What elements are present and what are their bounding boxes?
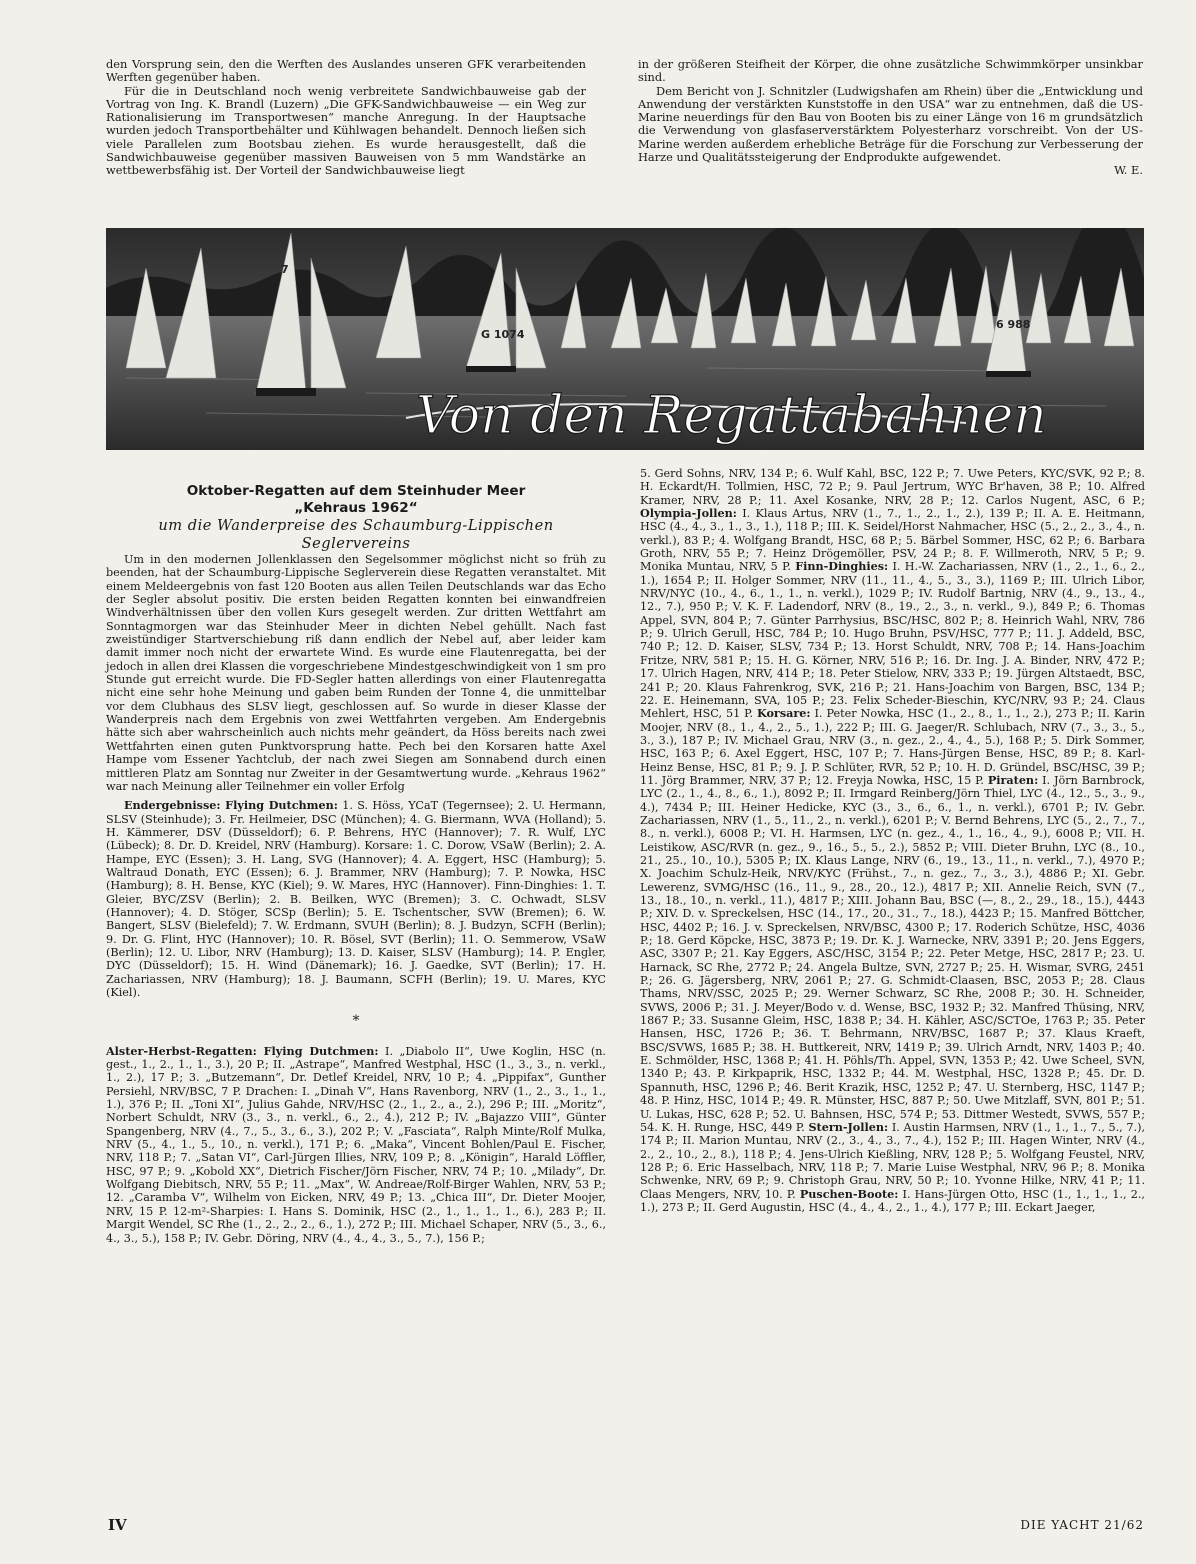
alster-paragraph	[106, 1045, 606, 1245]
alster-label: Alster-Herbst-Regatten: Flying Dutchmen:	[106, 1043, 379, 1058]
page-number: IV	[108, 1516, 127, 1534]
banner-title: Von den Regattabahnen	[416, 386, 1047, 446]
article-body: Um in den modernen Jollenklassen den Segelsommer möglichst nicht so früh zu beenden, hat der Schaumburg-Lippische Seglerverein diese Regatten veranstaltet. Mit einem Meldeergebnis von fast 120 Booten aus allen Teilen Deutschlands war das Echo der Segler absolut positiv. Die ersten beiden Regatten konnten bei einwandfreien Windverhältnissen über den vollen Kurs gesegelt werden. Zur dritten Wettfahrt am Sonntagmorgen war das Steinhuder Meer in dichten Nebel gehüllt. Nach fast zweistündiger Startverschiebung riß dann endlich der Nebel auf, aber leider kam damit immer noch nicht der erwartete Wind. Es wurde eine Flautenregatta, bei der jedoch in allen drei Klassen die vorgeschriebene Mindestgeschwindigkeit von 1 sm pro Stunde gut erreicht wurde. Die FD-Segler hatten allerdings von einer Flautenregatta nicht eine sehr hohe Meinung und gaben beim Runden der Tonne 4, die unmittelbar vor dem Clubhaus des SLSV liegt, geschlossen auf. So wurde in dieser Klasse der Wanderpreis nach dem Ergebnis von zwei Wettfahrten vergeben. Am Endergebnis hätte sich aber wahrscheinlich auch nichts mehr geändert, da Höss bereits nach zwei Wettfahrten einen guten Punktvorsprung hatte. Pech bei den Korsaren hatte Axel Hampe vom Essener Yachtclub, der nach zwei Siegen am Sonnabend durch einen mittleren Platz am Sonntag nur Zweiter in der Gesamtwertung wurde. „Kehraus 1962“ war nach Meinung aller Teilnehmer ein voller Erfolg	[106, 553, 606, 793]
puschen-label: Puschen-Boote:	[799, 1186, 899, 1201]
results-paragraph	[106, 799, 606, 999]
intro-left-column	[106, 58, 586, 178]
article-subtitle: um die Wanderpreise des Schaumburg-Lippischen Seglervereins	[158, 517, 554, 552]
sail-number-1: 7	[281, 263, 289, 276]
intro-left-paragraph-2: Für die in Deutschland noch wenig verbreitete Sandwichbauweise gab der Vortrag von Ing. K. Brandl (Luzern) „Die GFK-Sandwichbauweise — ein Weg zur Rationalisierung im Transportwesen“ manche Anregung. In der Hauptsache wurden jedoch Transportbehälter und Kühlwagen behandelt. Dennoch ließen sich viele Parallelen zum Bootsbau ziehen. Es wurde herausgestellt, daß die Sandwichbauweise gegenüber massiven Bauweisen von 5 mm Wandstärke an wettbewerbsfähig ist. Der Vorteil der Sandwichbauweise liegt	[106, 83, 586, 178]
regatta-banner-photo	[106, 228, 1144, 450]
article-right-column	[640, 467, 1145, 1214]
finn-label: Finn-Dinghies:	[795, 559, 889, 574]
intro-right-paragraph-1: in der größeren Steifheit der Körper, die ohne zusätzliche Schwimmkörper unsinkbar sind.	[638, 57, 1143, 85]
results-segment-3: I. H.-W. Zachariassen, NRV (1., 2., 1., 6., 2., 1.), 1654 P.; II. Holger Sommer, NRV (11., 11., 4., 5., 3., 3.), 1169 P.; III. Ulrich Libor, NRV/NYC (10., 4., 6., 1., 1., n. verkl.), 1029 P.; IV. Rudolf Bartnig, NRV (4., 9., 13., 4., 12., 7.), 950 P.; V. K. F. Ladendorf, NRV (8., 19., 2., 3., n. verkl., 9.), 849 P.; 6. Thomas Appel, SVN, 804 P.; 7. Günter Parrhysius, BSC/HSC, 802 P.; 8. Heinrich Wahl, NRV, 786 P.; 9. Ulrich Gerull, HSC, 784 P.; 10. Hugo Bruhn, PSV/HSC, 777 P.; 11. J. Addeld, BSC, 740 P.; 12. D. Kaiser, SLSV, 734 P.; 13. Horst Schuldt, NRV, 708 P.; 14. Hans-Joachim Fritze, NRV, 581 P.; 15. H. G. Körner, NRV, 516 P.; 16. Dr. Ing. J. A. Binder, NRV, 472 P.; 17. Ulrich Hagen, NRV, 414 P.; 18. Peter Stielow, NRV, 333 P.; 19. Jürgen Altstaedt, BSC, 241 P.; 20. Klaus Fahrenkrog, SVK, 216 P.; 21. Hans-Joachim von Bargen, BSC, 134 P.; 22. E. Heinemann, SVA, 105 P.; 23. Felix Scheder-Bieschin, KYC/NRV, 93 P.; 24. Claus Mehlert, HSC, 51 P.	[640, 560, 1145, 721]
intro-right-column	[638, 58, 1143, 178]
alster-text: I. „Diabolo II“, Uwe Koglin, HSC (n. gest., 1., 2., 1., 1., 3.), 20 P.; II. „Astrape“, Manfred Westphal, HSC (1., 3., 3., n. verkl., 1., 2.), 17 P.; 3. „Butzemann“, Dr. Detlef Kreidel, NRV, 10 P.; 4. „Pippifax“, Gunther Persiehl, NRV/BSC, 7 P. Drachen: I. „Dinah V“, Hans Ravenborg, NRV (1., 2., 3., 1., 1., 1.), 376 P.; II. „Toni XI“, Julius Gahde, NRV/HSC (2., 1., 2., a., 2.), 296 P.; III. „Moritz“, Norbert Schuldt, NRV (3., 3., n. verkl., 6., 2., 4.), 212 P.; IV. „Bajazzo VIII“, Günter Spangenberg, NRV (4., 7., 5., 3., 6., 3.), 202 P.; V. „Fasciata“, Ralph Minte/Rolf Mulka, NRV (5., 4., 1., 5., 10., n. verkl.), 171 P.; 6. „Maka“, Vincent Bohlen/Paul E. Fischer, NRV, 118 P.; 7. „Satan VI“, Carl-Jürgen Illies, NRV, 109 P.; 8. „Königin“, Harald Löffler, HSC, 97 P.; 9. „Kobold XX“, Dietrich Fischer/Jörn Fischer, NRV, 74 P.; 10. „Milady“, Dr. Wolfgang Diebitsch, NRV, 55 P.; 11. „Max“, W. Andreae/Rolf-Birger Wahlen, NRV, 53 P.; 12. „Caramba V“, Wilhelm von Eicken, NRV, 49 P.; 13. „Chica III“, Dr. Dieter Moojer, NRV, 15 P. 12-m²-Sharpies: I. Hans S. Dominik, HSC (2., 1., 1., 1., 1., 6.), 283 P.; II. Margit Wendel, SC Rhe (1., 2., 2., 2., 6., 1.), 272 P.; III. Michael Schaper, NRV (5., 3., 6., 4., 3., 5.), 158 P.; IV. Gebr. Döring, NRV (4., 4., 4., 3., 5., 7.), 156 P.;	[106, 1044, 606, 1245]
sail-number-2: G 1074	[481, 328, 525, 341]
results-segment-7: I. Hans-Jürgen Otto, HSC (1., 1., 1., 1., 2., 1.), 273 P.; II. Gerd Augustin, HSC (4., 4., 4., 2., 1., 4.), 177 P.; III. Eckart Jaeger,	[640, 1187, 1145, 1214]
results-continued	[640, 467, 1145, 1214]
results-segment-2: I. Klaus Artus, NRV (1., 7., 1., 2., 1., 2.), 139 P.; II. A. E. Heitmann, HSC (4., 4., 3., 1., 3., 1.), 118 P.; III. K. Seidel/Horst Nahmacher, HSC (5., 2., 2., 3., 4., n. verkl.), 83 P.; 4. Wolfgang Brandt, HSC, 68 P.; 5. Bärbel Sommer, HSC, 62 P.; 6. Barbara Groth, NRV, 55 P.; 7. Heinz Drögemöller, PSV, 24 P.; 8. F. Willmeroth, NRV, 5 P.; 9. Monika Muntau, NRV, 5 P.	[640, 507, 1145, 574]
article-headline: Oktober-Regatten auf dem Steinhuder Meer	[186, 483, 526, 499]
olympia-label: Olympia-Jollen:	[640, 506, 737, 521]
results-text: 1. S. Höss, YCaT (Tegernsee); 2. U. Hermann, SLSV (Steinhude); 3. Fr. Heilmeier, DSC (München); 4. G. Biermann, WVA (Holland); 5. H. Kämmerer, DSV (Düsseldorf); 6. P. Behrens, HYC (Hannover); 7. R. Wulf, LYC (Lübeck); 8. Dr. D. Kreidel, NRV (Hamburg). Korsare: 1. C. Dorow, VSaW (Berlin); 2. A. Hampe, EYC (Essen); 3. H. Lang, SVG (Hannover); 4. A. Eggert, HSC (Hamburg); 5. Waltraud Donath, EYC (Essen); 6. J. Brammer, NRV (Hamburg); 7. P. Nowka, HSC (Hamburg); 8. H. Bense, KYC (Kiel); 9. W. Mares, HYC (Hannover). Finn-Dinghies: 1. T. Gleier, BYC/ZSV (Berlin); 2. B. Beilken, WYC (Bremen); 3. C. Ochwadt, SLSV (Hannover); 4. D. Stöger, SCSp (Berlin); 5. E. Tschentscher, SVW (Bremen); 6. W. Bangert, SLSV (Bielefeld); 7. W. Erdmann, SVUH (Berlin); 8. J. Budzyn, SCFH (Berlin); 9. Dr. G. Flint, HYC (Hannover); 10. R. Bösel, SVT (Berlin); 11. O. Semmerow, VSaW (Berlin); 12. U. Libor, NRV (Hamburg); 13. D. Kaiser, SLSV (Hamburg); 14. P. Engler, DYC (Düsseldorf); 15. H. Wind (Dänemark); 16. J. Gaedke, SVT (Berlin); 17. H. Zachariassen, NRV (Hamburg); 18. J. Baumann, SCFH (Berlin); 19. U. Mares, KYC (Kiel).	[106, 799, 606, 999]
section-separator: *	[352, 1013, 360, 1030]
results-segment-6: I. Austin Harmsen, NRV (1., 1., 1., 7., 5., 7.), 174 P.; II. Marion Muntau, NRV (2., 3., 4., 3., 7., 4.), 152 P.; III. Hagen Winter, NRV (4., 2., 2., 10., 2., 8.), 118 P.; 4. Jens-Ulrich Kießling, NRV, 128 P.; 5. Wolfgang Feustel, NRV, 128 P.; 6. Eric Hasselbach, NRV, 118 P.; 7. Marie Luise Westphal, NRV, 96 P.; 8. Monika Schwenke, NRV, 69 P.; 9. Christoph Grau, NRV, 50 P.; 10. Yvonne Hilke, NRV, 41 P.; 11. Claas Mengers, NRV, 10. P.	[640, 1120, 1146, 1201]
korsare-label: Korsare:	[756, 706, 811, 721]
stern-label: Stern-Jollen:	[808, 1119, 889, 1134]
results-segment-1: 5. Gerd Sohns, NRV, 134 P.; 6. Wulf Kahl, BSC, 122 P.; 7. Uwe Peters, KYC/SVK, 92 P.; 8. H. Eckardt/H. Tollmien, HSC, 72 P.; 9. Paul Jertrum, WYC Br'haven, 38 P.; 10. Alfred Kramer, NRV, 28 P.; 11. Axel Kosanke, NRV, 28 P.; 12. Carlos Nugent, ASC, 6 P.;	[640, 467, 1145, 507]
magazine-issue: DIE YACHT 21/62	[1020, 1518, 1144, 1532]
sail-number-3: 6 988	[996, 318, 1031, 331]
article-headline-title: „Kehraus 1962“	[294, 500, 418, 516]
results-segment-5: I. Jörn Barnbrock, LYC (2., 1., 4., 8., 6., 1.), 8092 P.; II. Irmgard Reinberg/Jörn Thiel, LYC (4., 12., 5., 3., 9., 4.), 7434 P.; III. Heiner Hedicke, KYC (3., 3., 6., 6., 1., n. verkl.), 6701 P.; IV. Gebr. Zachariassen, NRV (1., 5., 11., 2., n. verkl.), 6201 P.; V. Bernd Behrens, LYC (5., 2., 7., 7., 8., n. verkl.), 6008 P.; VI. H. Harmsen, LYC (n. gez., 4., 1., 16., 4., 9.), 6008 P.; VII. H. Leistikow, ASC/RVR (n. gez., 9., 16., 5., 5., 2.), 5852 P.; VIII. Dieter Bruhn, LYC (8., 10., 21., 25., 10., 10.), 5305 P.; IX. Klaus Lange, NRV (6., 19., 13., 11., n. verkl., 7.), 4970 P.; X. Joachim Schulz-Heik, NRV/KYC (Frühst., 7., n. gez., 7., 3., 3.), 4886 P.; XI. Gebr. Lewerenz, SVMG/HSC (16., 11., 9., 28., 20., 12.), 4817 P.; XII. Annelie Reich, SVN (7., 13., 18., 10., n. verkl., 11.), 4817 P.; XIII. Johann Bau, BSC (—, 8., 2., 29., 18., 15.), 4443 P.; XIV. D. v. Spreckelsen, HSC (14., 17., 20., 31., 7., 18.), 4423 P.; 15. Manfred Böttcher, HSC, 4402 P.; 16. J. v. Spreckelsen, NRV/BSC, 4300 P.; 17. Roderich Schütze, HSC, 4036 P.; 18. Gerd Köpcke, HSC, 3873 P.; 19. Dr. K. J. Warnecke, NRV, 3391 P.; 20. Jens Eggers, ASC, 3307 P.; 21. Kay Eggers, ASC/HSC, 3154 P.; 22. Peter Metge, HSC, 2817 P.; 23. U. Harnack, SC Rhe, 2772 P.; 24. Angela Bultze, SVN, 2727 P.; 25. H. Wismar, SVRG, 2451 P.; 26. G. Jägersberg, NRV, 2061 P.; 27. G. Schmidt-Claasen, BSC, 2053 P.; 28. Claus Thams, NRV/SSC, 2025 P.; 29. Werner Schwarz, SC Rhe, 2008 P.; 30. H. Schneider, SVWS, 2006 P.; 31. J. Meyer/Bodo v. d. Wense, BSC, 1932 P.; 32. Manfred Thüsing, NRV, 1867 P.; 33. Susanne Gleim, HSC, 1838 P.; 34. H. Kähler, ASC/SCTOe, 1763 P.; 35. Peter Hansen, HSC, 1726 P.; 36. T. Behrmann, NRV/BSC, 1687 P.; 37. Klaus Kraeft, BSC/SVWS, 1685 P.; 38. H. Buttkereit, NRV, 1419 P.; 39. Ulrich Arndt, NRV, 1403 P.; 40. E. Schmölder, HSC, 1368 P.; 41. H. Pöhls/Th. Appel, SVN, 1353 P.; 42. Uwe Scheel, SVN, 1340 P.; 43. P. Kirkpaprik, HSC, 1332 P.; 44. M. Westphal, HSC, 1328 P.; 45. Dr. D. Spannuth, HSC, 1296 P.; 46. Berit Krazik, HSC, 1252 P.; 47. U. Sternberg, HSC, 1147 P.; 48. P. Hinz, HSC, 1014 P.; 49. R. Münster, HSC, 887 P.; 50. Uwe Mitzlaff, SVN, 801 P.; 51. U. Lukas, HSC, 628 P.; 52. U. Bahnsen, HSC, 574 P.; 53. Dittmer Westedt, SVWS, 557 P.; 54. K. H. Runge, HSC, 449 P.	[640, 773, 1145, 1134]
results-label: Endergebnisse: Flying Dutchmen:	[124, 798, 338, 813]
intro-signature: W. E.	[1114, 163, 1143, 178]
piraten-label: Piraten:	[987, 772, 1039, 787]
intro-right-paragraph-2: Dem Bericht von J. Schnitzler (Ludwigshafen am Rhein) über die „Entwicklung und Anwendung der verstärkten Kunststoffe in den USA“ war zu entnehmen, daß die US-Marine neuerdings für den Bau von Booten bis zu einer Länge von 16 m grundsätzlich die Verwendung von glasfaserverstärktem Polyesterharz vorschreibt. Von der US-Marine werden außerdem erhebliche Beträge für die Forschung zur Verbesserung der Harze und Qualitätssteigerung der Endprodukte aufgewendet.	[638, 83, 1143, 165]
intro-left-paragraph-1: den Vorsprung sein, den die Werften des Auslandes unseren GFK verarbeitenden Werften gegenüber haben.	[106, 57, 586, 85]
article-left-column	[106, 483, 606, 1245]
results-segment-4: I. Peter Nowka, HSC (1., 2., 8., 1., 1., 2.), 273 P.; II. Karin Moojer, NRV (8., 1., 4., 2., 5., 1.), 222 P.; III. G. Jaeger/R. Schlubach, NRV (7., 3., 3., 5., 3., 3.), 187 P.; IV. Michael Grau, NRV (3., n. gez., 2., 4., 4., 5.), 168 P.; 5. Dirk Sommer, HSC, 163 P.; 6. Axel Eggert, HSC, 107 P.; 7. Hans-Jürgen Bense, HSC, 89 P.; 8. Karl-Heinz Bense, HSC, 81 P.; 9. J. P. Schlüter, RVR, 52 P.; 10. H. D. Gründel, BSC/HSC, 39 P.; 11. Jörg Brammer, NRV, 37 P.; 12. Freyja Nowka, HSC, 15 P.	[640, 707, 1145, 787]
